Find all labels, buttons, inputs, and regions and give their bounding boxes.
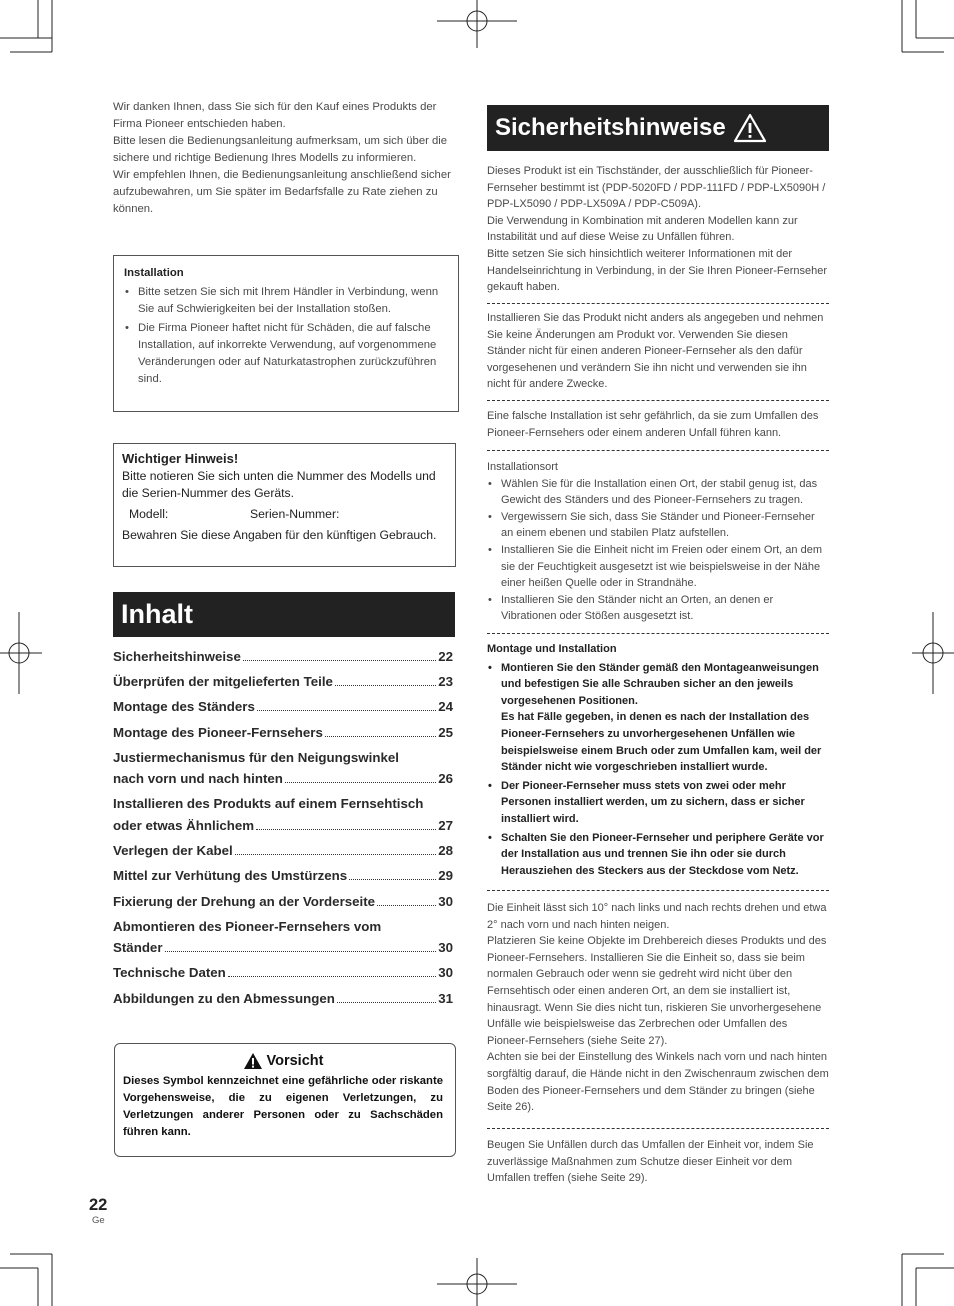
toc-line: [113, 671, 453, 693]
toc-leader-dots: [285, 782, 436, 783]
paragraph: Eine falsche Installation ist sehr gefährlich, da sie zum Umfallen des Pioneer-Fernsehers oder einem anderen Unfall führen kann.: [487, 410, 819, 439]
paragraph: Beugen Sie Unfällen durch das Umfallen der Einheit vor, indem Sie zuverlässige Maßnahmen zum Schutze dieser Einheit vor dem Umfallen treffen (siehe Seite 29).: [487, 1139, 814, 1185]
dashed-divider: [487, 633, 829, 634]
list-item: • Installieren Sie den Ständer nicht an Orten, an denen er Vibrationen oder Stößen ausgesetzt ist.: [487, 592, 829, 625]
toc-line: [113, 722, 453, 744]
toc-entry: [113, 671, 453, 693]
intro-text: [113, 99, 458, 218]
location-list: [487, 476, 829, 625]
location-title: Installationsort: [487, 461, 558, 473]
paragraph: Dieses Produkt ist ein Tischständer, der ausschließlich für Pioneer-Fernseher bestimmt ist (PDP-5020FD / PDP-111FD / PDP-LX5090H / PDP-LX5090 / PDP-LX509A / PDP-C509A).: [487, 165, 826, 211]
safety-block-scope: [487, 163, 829, 296]
caution-header: [123, 1052, 443, 1070]
toc-page-number: 23: [438, 674, 453, 690]
important-note-title: Wichtiger Hinweis!: [122, 451, 239, 466]
page-language: Ge: [92, 1215, 105, 1226]
safety-block-rotation: [487, 900, 829, 1116]
paragraph: Installieren Sie das Produkt nicht anders als angegeben und nehmen Sie keine Änderungen am Produkt vor. Verwenden Sie diesen Ständer nicht für einen anderen Pioneer-Fernseher als den dafür vorgesehenen und verändern Sie ihn nicht und verwenden sie ihn nicht für andere Zwecke.: [487, 312, 824, 391]
toc-page-number: 22: [438, 649, 453, 664]
toc-entry-title: Sicherheitshinweise: [113, 649, 241, 664]
toc-entry-title: Mittel zur Verhütung des Umstürzens: [113, 868, 348, 884]
toc-leader-dots: [243, 660, 436, 661]
safety-block-tipping: [487, 1137, 829, 1187]
toc-entry: [113, 646, 453, 668]
list-item: [487, 660, 829, 776]
safety-block-danger: [487, 408, 829, 441]
toc-line: [113, 815, 453, 837]
warning-triangle-icon: [733, 113, 767, 143]
toc-page-number: 28: [438, 843, 453, 859]
paragraph: Die Verwendung in Kombination mit anderen Modellen kann zur Instabilität und auf diese Weise zu Unfällen führen.: [487, 214, 798, 244]
toc-leader-dots: [235, 854, 436, 855]
dashed-divider: [487, 890, 829, 891]
toc-entry-title: Ständer: [113, 940, 163, 956]
toc-entry-title: Technische Daten: [113, 965, 226, 981]
list-item: • Vergewissern Sie sich, dass Sie Ständer und Pioneer-Fernseher an einem ebenen und stabilen Platz aufstellen.: [487, 509, 829, 542]
toc-entry-title: Montage des Pioneer-Fernsehers: [113, 724, 323, 740]
safety-block-mounting: [487, 641, 829, 881]
toc-entry: [113, 747, 453, 790]
list-item: • Bitte setzen Sie sich mit Ihrem Händler in Verbindung, wenn Sie auf Schwierigkeiten bei der Installation stoßen.: [124, 284, 440, 318]
toc-line: [113, 937, 453, 959]
dashed-divider: [487, 400, 829, 401]
toc-line: [113, 768, 453, 790]
installation-box: [113, 255, 459, 412]
toc-entry-title: Abmontieren des Pioneer-Fernsehers vom: [113, 918, 382, 934]
toc-entry-title: Montage des Ständers: [113, 699, 255, 715]
paragraph: Die Einheit lässt sich 10° nach links und nach rechts drehen und etwa 2° nach vorn und nach hinten neigen.: [487, 902, 827, 931]
toc-line: [113, 891, 453, 913]
toc-leader-dots: [165, 951, 437, 952]
safety-title: Sicherheitshinweise: [495, 114, 726, 141]
list-item: • Die Firma Pioneer haftet nicht für Schäden, die auf falsche Installation, auf inkorrekte Verwendung, auf vorgenommene Veränderungen oder auf Naturkatastrophen zurückzuführen sind.: [124, 320, 440, 388]
toc-line: [113, 962, 453, 984]
important-note-box: [113, 443, 456, 567]
toc-entry-title: Installieren des Produkts auf einem Fernsehtisch: [113, 796, 424, 812]
safety-block-location: [487, 459, 829, 625]
caution-text: Dieses Symbol kennzeichnet eine gefährliche oder riskante Vorgehensweise, die zu eigenen Verletzungen, zu Verletzungen anderer Personen oder zu Sachschäden führen kann.: [123, 1075, 443, 1138]
safety-heading: [487, 105, 829, 151]
installation-list: [124, 284, 440, 388]
dashed-divider: [487, 303, 829, 304]
toc-page-number: 29: [438, 868, 453, 884]
toc-entry-title: Abbildungen zu den Abmessungen: [113, 990, 335, 1006]
toc-leader-dots: [335, 685, 436, 686]
toc-entry: [113, 962, 453, 984]
toc-page-number: 30: [438, 893, 453, 909]
serial-label: Serien-Nummer:: [250, 507, 340, 521]
toc-leader-dots: [257, 710, 436, 711]
list-item: • Installieren Sie die Einheit nicht im Freien oder einem Ort, an dem sie der Feuchtigkeit ausgesetzt ist wie beispielsweise in der Nähe einer heißen Quelle oder in Strandnähe.: [487, 542, 829, 592]
toc-entry: [113, 840, 453, 862]
toc-page-number: 30: [438, 940, 453, 956]
toc-entry: [113, 916, 453, 959]
contents-heading: Inhalt: [113, 592, 455, 637]
list-item: • Schalten Sie den Pioneer-Fernseher und periphere Geräte vor der Installation aus und trennen Sie ihn oder sie durch Herausziehen des Steckers aus der Steckdose vom Netz.: [487, 830, 829, 880]
toc-entry-title: oder etwas Ähnlichem: [113, 817, 255, 833]
toc-page-number: 27: [438, 817, 453, 833]
list-item: • Wählen Sie für die Installation einen Ort, der stabil genug ist, das Gewicht des Ständers und des Pioneer-Fernsehers zu tragen.: [487, 476, 829, 509]
important-note-footer: Bewahren Sie diese Angaben für den künftigen Gebrauch.: [122, 528, 437, 542]
intro-paragraph: Bitte lesen die Bedienungsanleitung aufmerksam, um sich über die sichere und richtige Bedienung Ihres Modells zu informieren.: [113, 135, 448, 164]
toc-leader-dots: [228, 976, 436, 977]
list-item: • Der Pioneer-Fernseher muss stets von zwei oder mehr Personen installiert werden, um zu sichern, dass er sicher installiert wird.: [487, 778, 829, 828]
toc-line: [113, 696, 453, 718]
dashed-divider: [487, 1128, 829, 1129]
toc-entry-title: Überprüfen der mitgelieferten Teile: [113, 674, 333, 690]
paragraph: Bitte setzen Sie sich hinsichtlich weiterer Informationen mit der Handelseinrichtung in Verbindung, in der Sie Ihren Pioneer-Fernseher gekauft haben.: [487, 247, 827, 294]
page-number: 22: [89, 1196, 108, 1214]
toc-entry-title: nach vorn und nach hinten: [113, 771, 283, 787]
intro-paragraph: Wir empfehlen Ihnen, die Bedienungsanleitung anschließend sicher aufzubewahren, um Sie später im Bedarfsfalle zu Rate ziehen zu können.: [113, 169, 451, 215]
model-serial-row: [129, 506, 447, 523]
mounting-list: [487, 660, 829, 880]
toc-entry: [113, 696, 453, 718]
toc-page-number: 26: [438, 771, 453, 787]
toc-line: [113, 865, 453, 887]
toc-entry: [113, 865, 453, 887]
toc-entry: [113, 722, 453, 744]
paragraph: Platzieren Sie keine Objekte im Drehbereich dieses Produkts und des Pioneer-Fernsehers. Installieren Sie die Einheit so, dass sie beim normalen Gebrauch oder wenn sie gedreht wird nicht über den Fernsehtisch oder einen anderen Ort, an dem sie installiert ist, hinausragt. Wenn Sie dies nicht tun, riskieren Sie unvorhergesehene Unfälle wie beispielsweise das Zerbrechen oder Umfallen des Pioneer-Fernsehers (siehe Seite 27).: [487, 935, 827, 1047]
toc-leader-dots: [325, 736, 436, 737]
list-item-text: • Montieren Sie den Ständer gemäß den Montageanweisungen und befestigen Sie alle Schrauben sicher an den jeweils vorgesehenen Positionen.: [501, 661, 819, 707]
mounting-title: Montage und Installation: [487, 643, 617, 655]
toc-leader-dots: [256, 829, 436, 830]
table-of-contents: [113, 646, 453, 1013]
toc-entry-title: Verlegen der Kabel: [113, 843, 233, 859]
warning-triangle-icon: [243, 1052, 263, 1070]
toc-page-number: 30: [438, 965, 453, 981]
toc-entry-title: Fixierung der Drehung an der Vorderseite: [113, 893, 376, 909]
toc-leader-dots: [337, 1002, 436, 1003]
toc-line: [113, 840, 453, 862]
toc-line: [113, 646, 453, 668]
installation-title: Installation: [124, 267, 184, 279]
list-item-extra: Es hat Fälle gegeben, in denen es nach der Installation des Pioneer-Fernsehers zu unvorhergesehenen Unfällen wie beispielsweise einem Bruch oder zum Umfallen kam, weil der Ständer nicht wie vorgeschrieben installiert wurde.: [501, 711, 822, 774]
important-note-text: Bitte notieren Sie sich unten die Nummer des Modells und die Serien-Nummer des Geräts.: [122, 469, 436, 500]
toc-page-number: 25: [438, 724, 453, 740]
intro-paragraph: Wir danken Ihnen, dass Sie sich für den Kauf eines Produkts der Firma Pioneer entschieden haben.: [113, 101, 437, 130]
dashed-divider: [487, 450, 829, 451]
toc-page-number: 31: [438, 990, 453, 1006]
toc-entry: [113, 793, 453, 836]
caution-box: [114, 1043, 456, 1157]
toc-line: [113, 988, 453, 1010]
toc-entry: [113, 988, 453, 1010]
toc-leader-dots: [349, 879, 436, 880]
paragraph: Achten sie bei der Einstellung des Winkels nach vorn und nach hinten sorgfältig darauf, die Hände nicht in den Zwischenraum zwischen dem Boden des Pioneer-Fernsehers und dem Ständer zu bringen (siehe Seite 26).: [487, 1051, 829, 1114]
model-label: Modell:: [129, 507, 169, 521]
toc-entry: [113, 891, 453, 913]
toc-entry-title: Justiermechanismus für den Neigungswinkel: [113, 749, 399, 765]
toc-leader-dots: [377, 905, 436, 906]
caution-title: Vorsicht: [266, 1053, 324, 1069]
toc-page-number: 24: [438, 699, 453, 715]
safety-block-usage: [487, 310, 829, 393]
